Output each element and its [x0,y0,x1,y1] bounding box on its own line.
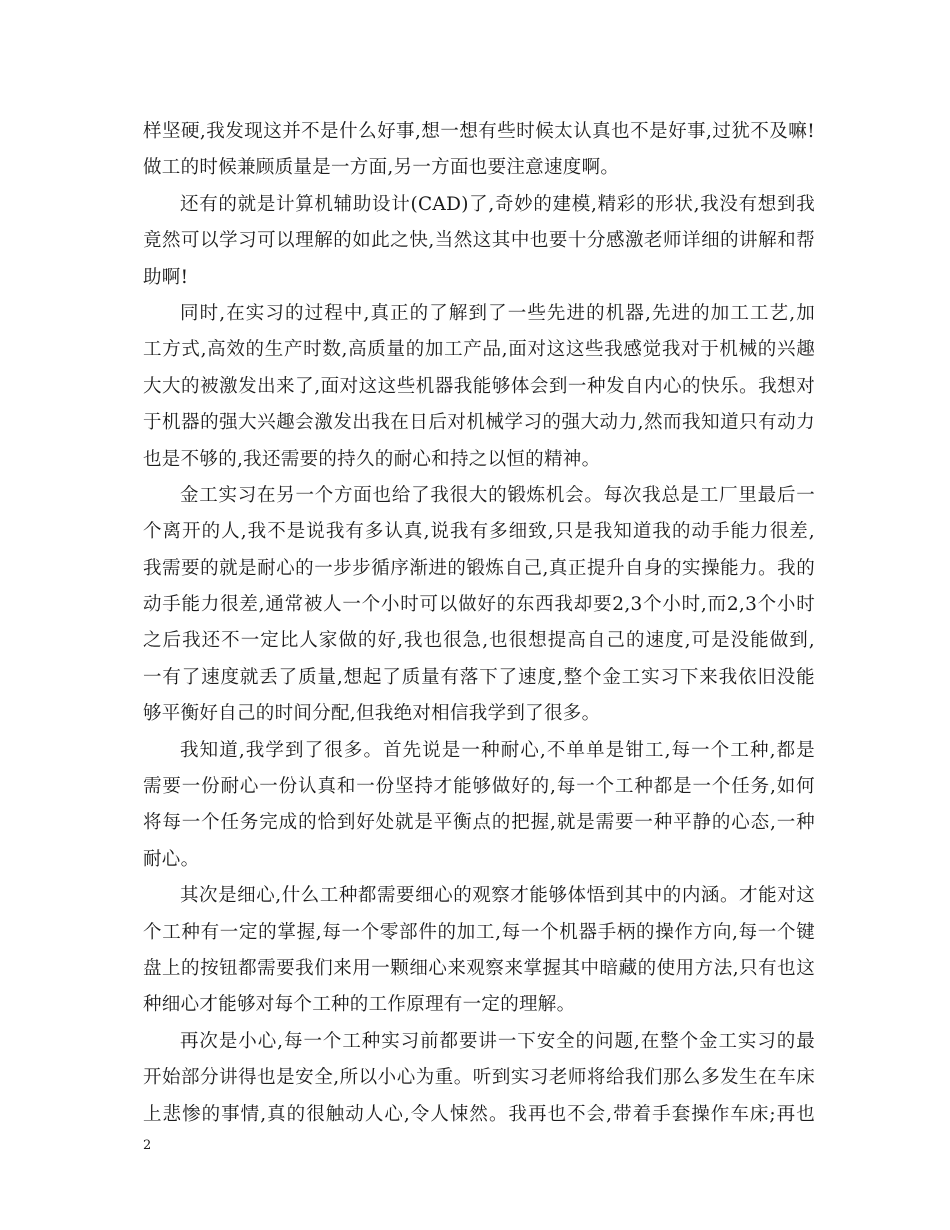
text-line: 再次是小心,每一个工种实习前都要讲一下安全的问题,在整个金工实习的最 [180,1030,815,1052]
text-line: 也是不够的,我还需要的持久的耐心和持之以恒的精神。 [143,448,601,470]
text-line: 大大的被激发出来了,面对这这些机器我能够体会到一种发自内心的快乐。我想对 [143,375,815,397]
text-line: 需要一份耐心一份认真和一份坚持才能够做好的,每一个工种都是一个任务,如何 [143,776,815,798]
paragraph [143,296,815,478]
text-line: 够平衡好自己的时间分配,但我绝对相信我学到了很多。 [143,703,601,725]
text-line: 金工实习在另一个方面也给了我很大的锻炼机会。每次我总是工厂里最后一 [180,484,815,506]
text-line: 助啊! [143,266,189,288]
text-line: 我知道,我学到了很多。首先说是一种耐心,不单单是钳工,每一个工种,都是 [180,739,815,761]
text-line: 盘上的按钮都需要我们来用一颗细心来观察来掌握其中暗藏的使用方法,只有也这 [143,957,815,979]
text-line: 将每一个任务完成的恰到好处就是平衡点的把握,就是需要一种平静的心态,一种 [143,812,815,834]
text-line: 个离开的人,我不是说我有多认真,说我有多细致,只是我知道我的动手能力很差, [143,521,815,543]
paragraph [143,1024,815,1133]
page-number: 2 [143,1138,152,1153]
body-text [143,114,815,1133]
text-line: 工方式,高效的生产时数,高质量的加工产品,面对这这些我感觉我对于机械的兴趣 [143,339,815,361]
paragraph [143,878,815,1024]
text-line: 做工的时候兼顾质量是一方面,另一方面也要注意速度啊。 [143,157,620,179]
paragraph [143,733,815,879]
text-line: 于机器的强大兴趣会激发出我在日后对机械学习的强大动力,然而我知道只有动力 [143,412,815,434]
paragraph [143,114,815,187]
text-line: 开始部分讲得也是安全,所以小心为重。听到实习老师将给我们那么多发生在车床 [143,1067,815,1089]
text-line: 之后我还不一定比人家做的好,我也很急,也很想提高自己的速度,可是没能做到, [143,630,815,652]
text-line: 同时,在实习的过程中,真正的了解到了一些先进的机器,先进的加工工艺,加 [180,302,815,324]
text-line: 耐心。 [143,848,200,870]
paragraph [143,187,815,296]
text-line: 上悲惨的事情,真的很触动人心,令人悚然。我再也不会,带着手套操作车床;再也 [143,1103,815,1125]
text-line: 竟然可以学习可以理解的如此之快,当然这其中也要十分感激老师详细的讲解和帮 [143,230,815,252]
text-line: 动手能力很差,通常被人一个小时可以做好的东西我却要2,3个小时,而2,3个小时 [143,594,815,616]
text-line: 一有了速度就丢了质量,想起了质量有落下了速度,整个金工实习下来我依旧没能 [143,666,815,688]
text-line: 种细心才能够对每个工种的工作原理有一定的理解。 [143,994,576,1016]
text-line: 个工种有一定的掌握,每一个零部件的加工,每一个机器手柄的操作方向,每一个键 [143,921,815,943]
text-line: 还有的就是计算机辅助设计(CAD)了,奇妙的建模,精彩的形状,我没有想到我 [180,193,815,215]
text-line: 我需要的就是耐心的一步步循序渐进的锻炼自己,真正提升自身的实操能力。我的 [143,557,815,579]
text-line: 其次是细心,什么工种都需要细心的观察才能够体悟到其中的内涵。才能对这 [180,885,815,907]
paragraph [143,478,815,733]
text-line: 样坚硬,我发现这并不是什么好事,想一想有些时候太认真也不是好事,过犹不及嘛! [143,121,815,142]
